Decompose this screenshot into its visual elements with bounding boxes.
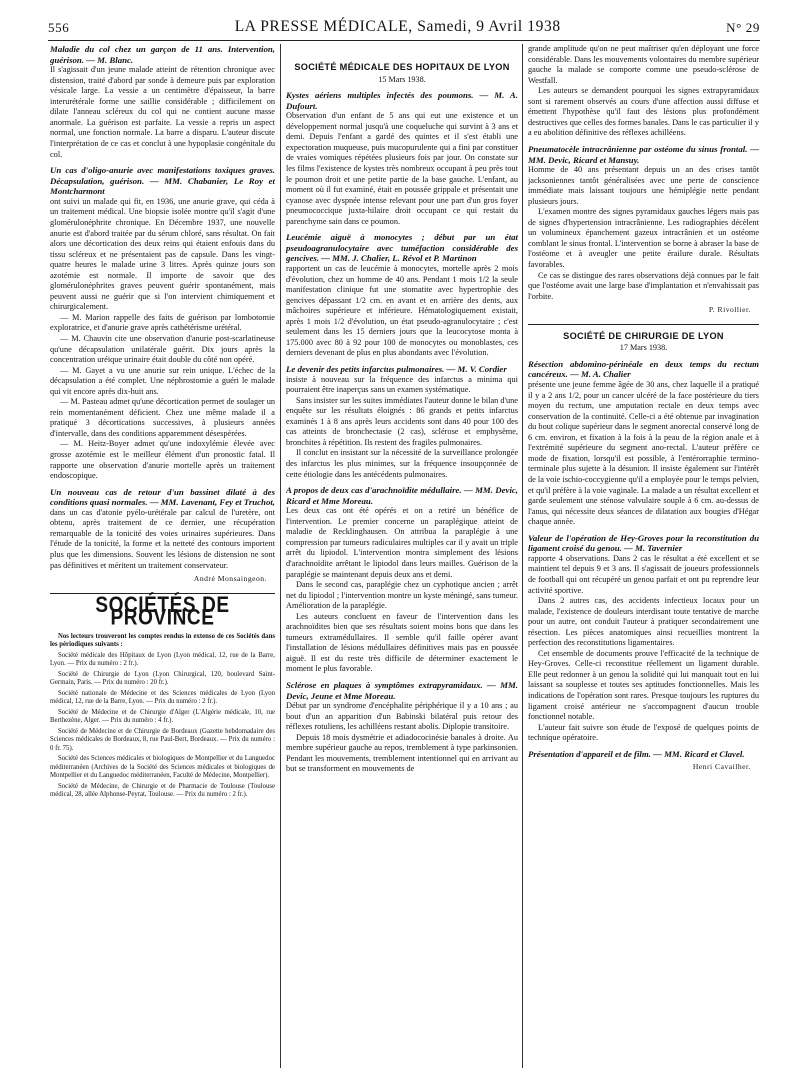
article-text: Dans 2 autres cas, des accidents infectieux locaux pour un malade, l'existence de douleurs interdisant toute tentative de marche pour un autre, ont conduit l'auteur à pratiquer secondairement une résection. Les pièces anatomiques ainsi recueillies montrent la perfection des reconstitutions ligamentaires.: [528, 596, 759, 648]
article-text: Les deux cas ont été opérés et on a retiré un bénéfice de l'intervention. Le premier concerne un paraplégique atteint de maladie de Recklinghausen. On attribua la paraplégie à une compression par tumeurs radiculaires multiples car il y avait un triple arrêt du lipiodol. L'intervention montra simplement des lésions d'arachnoïdite arrêtant le lipiodol dans leurs mailles. Guérison de la paraplégie se maintenant depuis deux ans et demi.: [286, 506, 518, 579]
periodicals-notice: Nos lecteurs trouveront les comptes rendus in extenso de ces Sociétés dans les périodiques suivants :: [50, 632, 275, 649]
article-text: grande amplitude qu'on ne peut maîtriser qu'en déployant une force considérable. Dans les mouvements volontaires du membre supérieur gauche la malade se comporte comme une pseudo-sclérose de Westfall.: [528, 44, 759, 85]
column-rule-2: [522, 44, 523, 1068]
article-title: Kystes aériens multiples infectés des poumons. — M. A. Dufourt.: [286, 90, 518, 111]
periodical-item: Société de Médecine, de Chirurgie et de Pharmacie de Toulouse (Toulouse médical, 28, allée Alphonse-Peyrat, Toulouse. — Prix du numéro : 2 fr.).: [50, 782, 275, 799]
signature: André Monsaingeon.: [193, 574, 267, 584]
article-title: Un nouveau cas de retour d'un bassinet dilaté à des conditions quasi normales. — MM. Lavenant, Fey et Truchot,: [50, 486, 275, 508]
article-text: — M. Gayet a vu une anurie sur rein unique. L'échec de la décapsulation a été complet. Une néphrostomie a guéri le malade qui vit encore après dix-huit ans.: [50, 365, 275, 396]
signature: P. Rivollier.: [708, 305, 751, 315]
article-text: Ce cas se distingue des rares observations déjà connues par le fait que l'ostéome avait une large base d'implantation et n'envahissait pas l'orbite.: [528, 270, 759, 301]
section-title: SOCIÉTÉS DE PROVINCE: [95, 593, 230, 630]
article-text: Début par un syndrome d'encéphalite périphérique il y a 10 ans ; au bout d'un an apparition d'un Babinski bilatéral puis retour des réflexes rotuliens, les achilléens restant abolis. Diplopie transitoire.: [286, 701, 518, 732]
article-text: Il conclut en insistant sur la nécessité de la surveillance prolongée des infarctus les plus minimes, sur la fréquence insoupçonnée de cette étiologie dans les antécédents pulmonaires.: [286, 448, 518, 479]
periodical-item: Société de Médecine et de Chirurgie d'Alger (L'Algérie médicale, 10, rue Berthezène, Alger. — Prix du numéro : 4 fr.).: [50, 708, 275, 725]
article-text: présente une jeune femme âgée de 30 ans, chez laquelle il a pratiqué il y a 2 ans 1/2, pour un cancer ulcéré de la face postérieure du tiers moyen du rectum, une amputation rectale en deux temps avec conservation de la continuité. Celle-ci a été obtenue par invagination du bout colique supérieur dans le segment anorectal conservé long de 6 cm. environ, et fixation à la fois à la peau de la région anale et à l'extrémité supérieure du segment ano-rectal. L'auteur préfère ce mode de fixation, lorsqu'il est possible, à l'entérorraphie termino-terminale plus sujette à la désunion. Il insiste également sur l'intérêt de la voie ischio-coccygienne qu'il a employée pour le temps pelvien, et qu'il préfère à la voie vaginale. La malade a un résultat excellent et garde seulement une sténose valvulaire souple à 6 cm. au-dessus de l'anus, qui nécessite deux séances de dilatation aux bougies d'Hégar chaque année.: [528, 380, 759, 527]
article-text: — M. Chauvin cite une observation d'anurie post-scarlatineuse qu'une décapsulation unilatérale guérit. Dix jours après la concentration uréique urinaire était double du côté non opéré.: [50, 334, 275, 365]
column-2: [286, 44, 518, 1074]
article-title: Présentation d'appareil et de film. — MM. Ricard et Clavel.: [528, 748, 745, 759]
article-title: Leucémie aiguë à monocytes ; début par un état pseudoagranulocytaire avec tuméfaction considérable des gencives. — MM. J. Chalier, L. Révol et P. Martinon: [286, 232, 518, 264]
page-header: [48, 10, 760, 41]
periodicals-list: [50, 633, 275, 800]
article-title: A propos de deux cas d'arachnoïdite médullaire. — MM. Devic, Ricard et Mme Moreau.: [286, 485, 518, 506]
article-text: Homme de 40 ans présentant depuis un an des crises tantôt jacksoniennes tantôt généralisées avec une perte de conscience immédiate mais laissant toujours une hémiplégie nette pendant plusieurs jours.: [528, 165, 759, 206]
periodical-item: Société de Chirurgie de Lyon (Lyon Chirurgical, 120, boulevard Saint-Germain, Paris. — Prix du numéro : 20 fr.).: [50, 670, 275, 687]
article-text: Sans insister sur les suites immédiates l'auteur donne le bilan d'une enquête sur les résultats éloignés : 86 grands et petits infarctus examinés 1 à 8 ans après leurs accidents sont dans 40 pour 100 des cas atteints de bronchectasie (2 cas), sclérose et emphysème, bronchites à répétition. Ils restent des fragiles pulmonaires.: [286, 395, 518, 447]
article-title: Le devenir des petits infarctus pulmonaires. — M. V. Cordier: [286, 364, 507, 374]
page-number: 556: [48, 20, 70, 35]
periodical-item: Société de Médecine et de Chirurgie de Bordeaux (Gazette hebdomadaire des Sciences médicales de Bordeaux, 8, rue Paul-Bert, Bordeaux. — Prix du numéro : 0 fr. 75).: [50, 727, 275, 752]
column-3: [528, 44, 759, 1074]
article-text: Cet ensemble de documents prouve l'efficacité de la technique de Hey-Groves. Celle-ci reconstitue réellement un ligament durable. Elle peut redonner à un genou la solidité qui lui manquait tout en lui laissant sa souplesse et toutes ses aptitudes fonctionnelles. Mais les indications de l'opération sont rares. Presque toujours les ruptures du ligament croisé antérieur ne s'accompagnent d'aucun trouble fonctionnel notable.: [528, 648, 759, 722]
issue-number: N° 29: [726, 20, 760, 35]
article-text: L'examen montre des signes pyramidaux gauches légers mais pas de signes d'hypertension intracrânienne. Les radiographies décèlent un volumineux épanchement gazeux intracrânien et un ostéome comblant le sinus frontal. L'intervention se borne à abraser la base de l'ostéome et à aveugler une petite érailure durale. Résultats favorables.: [528, 207, 759, 270]
column-1: [50, 44, 275, 1074]
periodical-item: Société des Sciences médicales et biologiques de Montpellier et du Languedoc méditerranéen (Archives de la Société des Sciences médicales et biologiques de Montpellier et du Languedoc méditerranéen, Faculté de Médecine, Montpellier).: [50, 755, 275, 780]
article-text: L'auteur fait suivre son étude de l'exposé de quelques points de technique opératoire.: [528, 722, 759, 743]
column-rule-1: [280, 44, 281, 1068]
section-divider: [528, 324, 759, 325]
society-heading: SOCIÉTÉ MÉDICALE DES HOPITAUX DE LYON: [294, 62, 510, 72]
journal-title: LA PRESSE MÉDICALE, Samedi, 9 Avril 1938: [234, 18, 561, 35]
article-text: — M. Pasteau admet qu'une décortication permet de soulager un rein momentanément déficient. Chez une même malade il a pratiqué 3 décortications successives, à plusieurs années d'intervalle, dans des conditions apparemment désespérées.: [50, 397, 275, 438]
article-text: Il s'agissait d'un jeune malade atteint de rétention chronique avec distension, traité d'abord par sonde à demeure puis par exploration vésicale large. La vessie a un centimètre d'épaisseur, la barre interurétérale forme une saillie considérable ; difficilement on dilate l'anneau scléreux du col qui ne contient aucune masse anormale. La guérison est parfaite. La vessie a repris un aspect normal, une fonction normale. La barre a disparu. L'auteur discute l'interprétation de ce cas et conclut à une hypoplasie congénitale du col.: [50, 65, 275, 159]
article-text: — M. Heitz-Boyer admet qu'une indoxylémie élevée avec grosse azotémie est le meilleur élément d'un pronostic fatal. Il rapporte une observation d'anurie mortelle après un traitement endoscopique.: [50, 439, 275, 481]
society-heading: SOCIÉTÉ DE CHIRURGIE DE LYON: [563, 330, 724, 341]
article-title: Résection abdomino-périnéale en deux temps du rectum cancéreux. — M. A. Chalier: [528, 358, 759, 380]
article-text: rapporte 4 observations. Dans 2 cas le résultat a été excellent et se maintient tel depuis 9 et 3 ans. Il s'agissait de joueurs professionnels de football qui ont récupéré un genou parfait et ont pu reprendre leur activité sportive.: [528, 553, 759, 595]
session-date: 17 Mars 1938.: [619, 343, 668, 353]
article-text: ont suivi un malade qui fit, en 1936, une anurie grave, qui céda à un traitement médical. Une biopsie isolée montre qu'il s'agit d'une glomérulonéphrite chronique. En Décembre 1937, une nouvelle anurie est d'abord traitée par du sérum chloré, sans résultat. On fait alors une décortication des deux reins qui étaient enfouis dans du tissu scléreux et ne présentaient pas de capsule. Dans les vingt-quatre heures le malade urine 3 litres. Après quinze jours son azotémie est normale. Il importe de savoir que des glomérulonéphrites graves peuvent guérir spontanément, mais peuvent aussi ne guérir que si l'on intervient chimiquement et chirurgicalement.: [50, 196, 275, 312]
article-title: Sclérose en plaques à symptômes extrapyramidaux. — MM. Devic, Jeune et Mme Moreau.: [286, 680, 518, 701]
article-text: insiste à nouveau sur la fréquence des infarctus a minima qui pourraient être inaperçus sans un examen systématique.: [286, 374, 518, 395]
article-text: Dans le second cas, paraplégie chez un cyphotique ancien ; arrêt net du lipiodol ; l'intervention montre un kyste méningé, sans tumeur. Amélioration de la paraplégie.: [286, 580, 518, 611]
session-date: 15 Mars 1938.: [378, 74, 426, 84]
periodical-item: Société médicale des Hôpitaux de Lyon (Lyon médical, 12, rue de la Barre, Lyon. — Prix du numéro : 2 fr.).: [50, 651, 275, 668]
article-text: — M. Marion rappelle des faits de guérison par lombotomie exploratrice, et d'anurie grave après cathétérisme urétéral.: [50, 312, 275, 333]
article-title: Valeur de l'opération de Hey-Groves pour la reconstitution du ligament croisé du genou. — M. Tavernier: [528, 532, 759, 554]
article-text: Depuis 18 mois dysmétrie et adiadococinésie banales à droite. Au membre supérieur gauche au repos, tremblement à type parkinsonien. Pendant les mouvements, tremblement intentionnel qui en arrivant au but se transforment en mouvements de: [286, 732, 518, 774]
article-text: dans un cas d'atonie pyélo-urétérale par calcul de l'uretère, ont obtenu, après traitement de ce dernier, une récupération remarquable de la tonicité des voies urinaires supérieures. Dans l'étude de la tonicité, la forme et la netteté des contours importent plus que les dimensions. Souvent les lésions de distension ne sont pas définitives et méritent un traitement conservateur.: [50, 507, 275, 570]
periodical-item: Société nationale de Médecine et des Sciences médicales de Lyon (Lyon médical, 12, rue de la Barre, Lyon. — Prix du numéro : 2 fr.).: [50, 689, 275, 706]
article-title: Un cas d'oligo-anurie avec manifestations toxiques graves. Décapsulation, guérison. — MM. Chabanier, Le Roy et Montcharmont: [50, 165, 275, 197]
article-text: Les auteurs se demandent pourquoi les signes extrapyramidaux sont si rarement observés au cours d'une affection aussi diffuse et émettent l'hypothèse qu'il faut des lésions plus profondément destructives que celles des formes banales. Dans le cas particulier il y a eu abolition définitive des réflexes achilléens.: [528, 86, 759, 138]
article-title: Pneumatocèle intracrânienne par ostéome du sinus frontal. — MM. Devic, Ricard et Mansuy.: [528, 143, 759, 165]
signature: Henri Cavailher.: [692, 762, 751, 772]
article-text: Observation d'un enfant de 5 ans qui eut une existence et un développement normal jusqu'à une coqueluche qui survint à 3 ans et demi. Depuis l'enfant a gardé des quintes et il s'est établi une expectoration muqueuse, puis mucopurulente qui a fini par constituer de vraies vomiques répétées plusieurs fois par jour. On constate sur les films l'existence de kystes très nombreux occupant à peu près tout le poumon droit et une petite partie de la base gauche. L'enfant, au moment où il fut examiné, était en poussée grippale et présentait une cyanose avec dyspnée intense relevant pour une part d'un gros foyer pneumococcique juxta-hilaire droit occupant ce qui restait du parenchyme sain dans ce poumon.: [286, 111, 518, 226]
article-text: rapportent un cas de leucémie à monocytes, mortelle après 2 mois d'évolution, chez un homme de 40 ans. Pendant 1 mois 1/2 la seule manifestation clinique fut une stomatite avec hypertrophie des gencives dépassant 1/2 cm. en avant et en arrière des dents, aux mâchoires supérieure et inférieure. Hématologiquement existait, après 1 mois 1/2 d'évolution, un état pseudo-agranulocytaire ; c'est seulement dans les 15 derniers jours que la leucocytose monta à 175.000 avec 80 à 92 pour 100 de monocytes ou monoblastes, ces derniers devenant de plus en plus abondants avec l'évolution.: [286, 264, 518, 358]
article-title: Maladie du col chez un garçon de 11 ans. Intervention, guérison. — M. Blanc.: [50, 44, 275, 65]
article-text: Les auteurs concluent en faveur de l'intervention dans les arachnoïdites bien que ses résultats soient moins bons que dans les tumeurs extramédullaires. Il semble qu'il faille opérer avant l'installation de lésions médullaires définitives mais pas en poussée aiguë. Il est du reste très difficile de déterminer exactement le moment le plus favorable.: [286, 611, 518, 674]
